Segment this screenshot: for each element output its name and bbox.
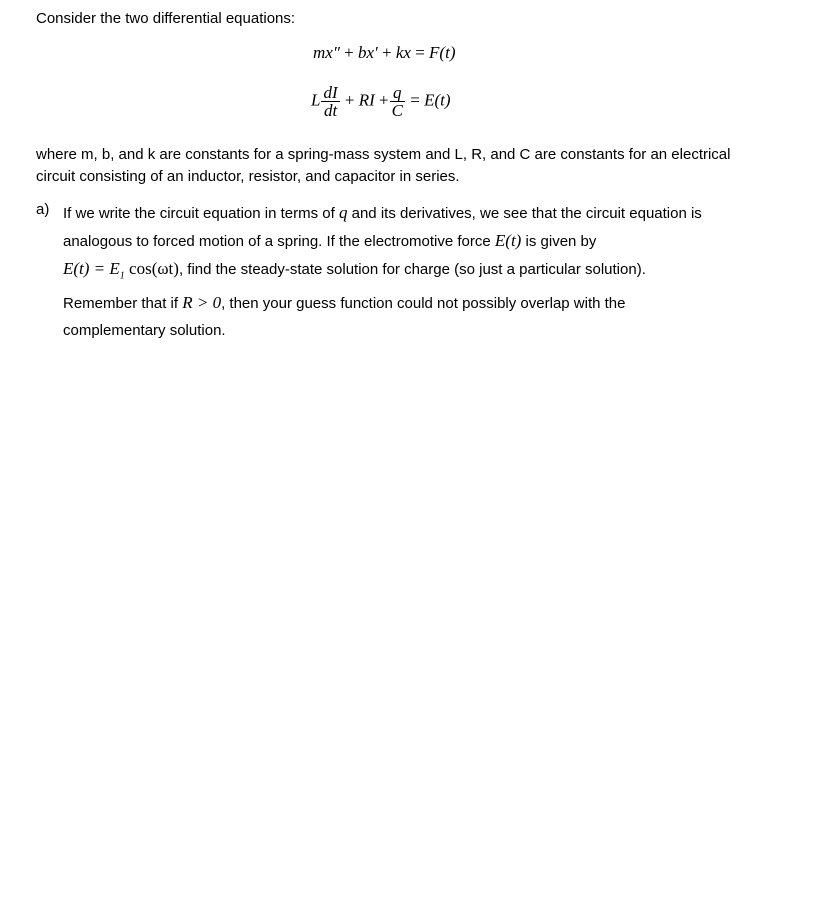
fraction-dI-dt <box>321 84 339 119</box>
question-text: analogous to forced motion of a spring. If the electromotive force <box>63 233 491 250</box>
math-lhs: E(t) = E <box>63 259 120 278</box>
term-force: F(t) <box>429 43 456 62</box>
question-text: , then your guess function could not possibly overlap with the <box>221 295 626 313</box>
term-mx: mx″ <box>313 43 340 62</box>
question-line-5 <box>63 317 783 344</box>
math-subscript: 1 <box>119 270 125 282</box>
term-inductance: L <box>311 90 321 110</box>
question-text: Remember that if <box>63 295 179 313</box>
fraction-denominator: dt <box>323 101 338 120</box>
question-line-3 <box>63 255 783 289</box>
plus-sign: + <box>344 43 354 62</box>
intro-text: Consider the two differential equations: <box>36 10 296 27</box>
plus-sign: + <box>379 90 389 110</box>
question-line-2 <box>63 227 783 255</box>
fraction-denominator: C <box>391 101 403 120</box>
math-emf-definition <box>63 259 179 282</box>
circuit-equation <box>311 84 451 119</box>
term-emf: E(t) <box>424 90 451 110</box>
plus-sign: + <box>382 43 392 62</box>
math-q: q <box>338 203 348 222</box>
part-a-label: a) <box>36 201 50 218</box>
term-kx: kx <box>395 43 411 62</box>
question-text: complementary solution. <box>63 322 226 340</box>
equals-sign: = <box>415 43 425 62</box>
question-text: is given by <box>525 233 597 250</box>
fraction-q-C <box>390 84 405 119</box>
spring-mass-equation <box>313 43 455 63</box>
term-bx: bx′ <box>358 43 378 62</box>
equals-sign: = <box>410 90 420 110</box>
fraction-numerator: q <box>390 84 405 102</box>
question-text: , find the steady-state solution for charge (so just a particular solution). <box>178 261 646 278</box>
fraction-numerator: dI <box>323 83 338 102</box>
plus-sign: + <box>344 90 355 110</box>
math-R-positive: R > 0 <box>182 293 222 313</box>
question-line-1 <box>63 199 783 227</box>
term-RI: RI <box>358 90 375 110</box>
description-paragraph: where m, b, and k are constants for a spring-mass system and L, R, and C are constants for an electrical circuit consisting of an inductor, resistor, and capacitor in series. <box>36 146 731 185</box>
math-cos: cos(ωt) <box>124 259 179 278</box>
question-text: If we write the circuit equation in terms of <box>63 205 335 222</box>
question-text: and its derivatives, we see that the circuit equation is <box>351 205 702 222</box>
part-a-question <box>63 199 783 344</box>
math-E-of-t: E(t) <box>494 231 522 250</box>
question-line-4 <box>63 289 783 317</box>
